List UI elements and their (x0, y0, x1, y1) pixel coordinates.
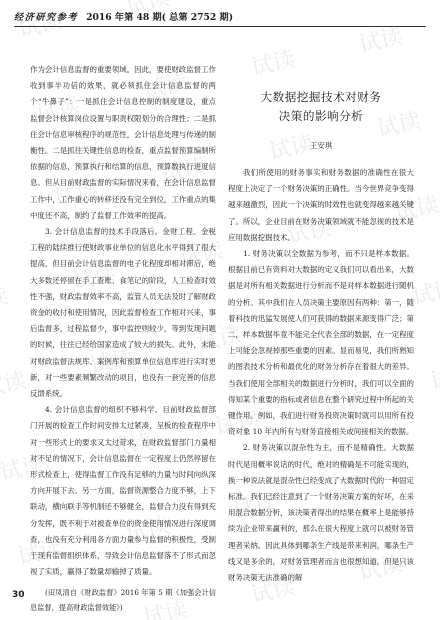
header-divider (14, 26, 426, 27)
journal-name: 经济研究参考 (14, 12, 79, 23)
body-paragraph: 我们所使用的财务事实和财务数据的准确性在很大程度上决定了一个财务决策的正确性。当今世界竞争变得越来越激烈，因此一个决策的时效性也就变得越来越关键了。所以，企业目前在财务决策领域就不能忽视的技术是应用数据挖掘技术。 (228, 168, 414, 242)
right-column (228, 62, 414, 586)
left-paragraph: 3. 会计信息监督的技术手段落后。金财工程、金税工程的陆续推行使财政事业单位的信息化水平得到了很大提高，但目前会计信息监督的电子化程度却相对滞后，绝大多数还停留在手工查账、食笔记的阶段，人工检查时效性不强，财政监督效率不高，监管人员无法及时了解财政资金的收付和使用情况，因此监督检查工作相对兴来，事后监督多，过程监督少，事中监控则较少，等到发现问题的时候，往往已经给国家造成了较大的损失。此外，未能对财政监督法规库、案例库和预算单位信息库进行实时更新，对一些要素频繁改动的项目，也没有一套完善的信息反馈系统。 (30, 227, 216, 399)
issue-info: 2016 年第 48 期( 总第 2752 期) (86, 12, 234, 23)
article-author: 王安琪 (309, 141, 333, 150)
article-body (228, 165, 414, 586)
body-paragraph: 1. 财务决策以全数据为参考，而不只是样本数据。根据目前已有资料对大数据的定义我们可以看出来，大数据是对所有相关数据进行分析而不是对样本数据进行随机的分析。其中我们在人员决策主要原因有两种：第一，随着科技的迅猛发展使人们可获得的数据来源变得广泛；第二，样本数据毕竟不能完全代表全部的数据，在一定程度上可能会忽视掉那些重要的因素。显而易见，我们所熟知的图表技术分析和最优化的财务分析存在着很大的差异。当我们使用全部相关的数据进行分析时，我们可以全面的得知某个重要的指标或者信息在整个研究过程中所起的关键作用。例如，我们进行财务投资决策时就可以用所有投资对象 10 年内所有与财务直接相关或间接相关的数据。 (228, 249, 414, 437)
left-paragraph: 作为会计信息监督的重要领域。因此，要使财政监督工作收到事半功倍的效果，就必须抓住会计信息监督的两个“牛鼻子”：一是抓住会计信息控制的制度建设，重点监督会计核算岗位设置与职责权限划分的合理性；二是抓住会计信息审核程序的规范性，会计信息处理与传递的制衡性。二是抓住关键性信息的检查，重点监督预算编制所依据的信息，预算执行和结算的信息，预算数执行进度信息。但从目前财政监督的实际情况来看，在会计信息监督工作中，工作重心的转移还没有完全到位，工作重点的集中度还不高，制约了监督工作效率的提高。 (30, 65, 216, 220)
article-title-line: 决策的影响分析 (278, 109, 364, 123)
article-title (228, 88, 414, 126)
left-column (30, 62, 216, 615)
page-number: 30 (12, 590, 25, 600)
citation: (田凤清自《财政监督》2016 年第 5 期《加强会计信息监督，提高财政监督效能》) (30, 587, 216, 612)
left-paragraph: 4. 会计信息监督的组织不够科学。目前财政监督部门开展的检查工作时间安排太过紧凑，呈板的检查程序中对一些形式上的要求又太过苛求，在财政监督部门力量相对不足的情况下，会计信息监督在一定程度上仍然停留在形式检查上，使得监督工作没有足够的力量与时间向纵深方向开展下去。另一方面，监督资源整合力度不够，上下联动，横向联手等机制还不够健全，监督合力没有得到充分发挥，既不利于对被查单位的资金使用情况进行深度调查，也没有充分利用各方面力量参与监督的积极性，受制于现有监督组织体系，导致会计信息监督落不了形式而忽视了实质，赢得了数量却输掉了质量。 (30, 405, 216, 577)
article-title-line: 大数据挖掘技术对财务 (260, 90, 382, 104)
page-header (14, 7, 426, 25)
body-paragraph: 2. 财务决策以混杂性为主，而不是精确性。大数据时代是用概率说话的时代，绝对的精确是不可能实现的，换一种说法就是混杂性已经变成了大数据时代的一种固定标准。我们已经注意到了一个财务决策方案的好坏，在采用混合数据分析，该决策者得出的结果在概率上是能够持续为企业带来赢利的，那么在很大程度上就可以被财务管理者采纳。因此具体到哪条生产线是带来利润，哪条生产线又是多余的，对财务管理者而言也很想知道，但是只该财务决策无法准确的解 (228, 443, 414, 583)
